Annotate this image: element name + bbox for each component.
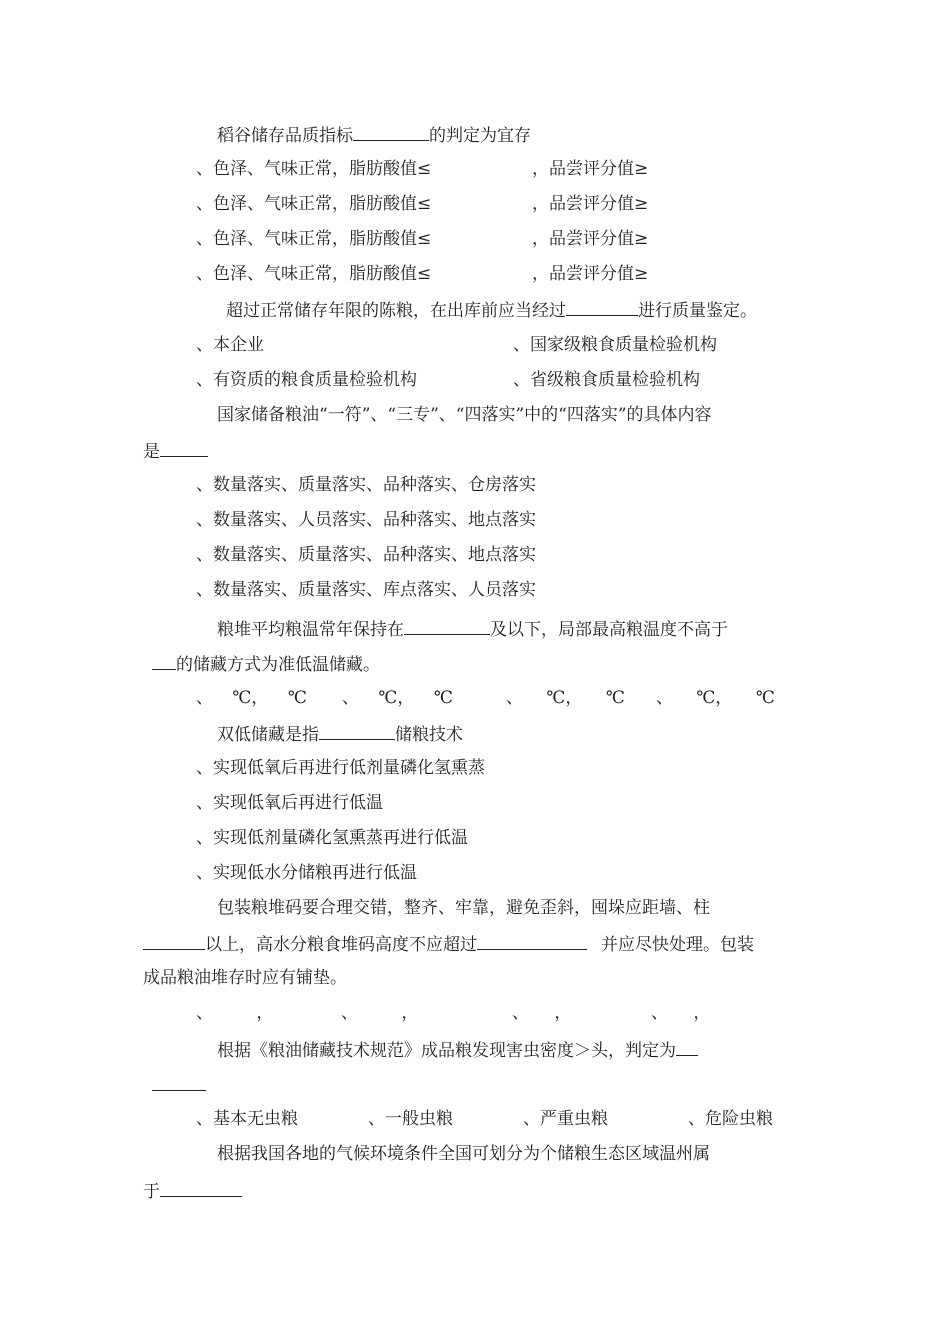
q6-option-d: 、 ， [651,1003,711,1023]
q1-option-a-score: ，品尝评分值≥ [532,159,649,179]
q8-blank [160,1180,242,1197]
q6-stem-line1: 包装粮堆码要合理交错，整齐、牢靠，避免歪斜，囤垛应距墙、柱 [217,898,710,918]
q4-option-c: 、 ℃， ℃ [506,688,625,708]
q3-option-d: 、数量落实、质量落实、库点落实、人员落实 [196,580,536,600]
q6-option-b: 、 ， [341,1003,419,1023]
q8-stem-line1: 根据我国各地的气候环境条件全国可划分为个储粮生态区域温州属 [217,1144,710,1164]
q7-option-a: 、基本无虫粮 [196,1109,298,1129]
q5-option-a: 、实现低氧后再进行低剂量磷化氢熏蒸 [196,758,485,778]
q3-option-a: 、数量落实、质量落实、品种落实、仓房落实 [196,475,536,495]
q4-option-a: 、 ℃， ℃ [196,688,307,708]
q7-stem: 根据《粮油储藏技术规范》成品粮发现害虫密度＞头，判定为 [217,1039,698,1061]
q1-blank [353,124,429,141]
q5-option-c: 、实现低剂量磷化氢熏蒸再进行低温 [196,828,468,848]
q2-stem-text-a: 超过正常储存年限的陈粮，在出库前应当经过 [226,301,566,321]
q1-option-a: 、色泽、气味正常，脂肪酸值≤ [196,159,432,179]
q2-option-d: 、省级粮食质量检验机构 [513,370,700,390]
q1-option-d: 、色泽、气味正常，脂肪酸值≤ [196,264,432,284]
q4-stem-line1: 粮堆平均粮温常年保持在 及以下，局部最高粮温度不高于 [217,620,728,640]
q3-option-c: 、数量落实、质量落实、品种落实、地点落实 [196,545,536,565]
q6-blank-1 [143,933,205,950]
q4-blank-1 [404,618,490,635]
q2-stem-text-b: 进行质量鉴定。 [638,301,757,321]
q5-stem: 双低储藏是指 储粮技术 [217,725,463,745]
q2-blank [566,299,638,316]
q5-blank [319,723,395,740]
q1-option-d-score: ，品尝评分值≥ [532,264,649,284]
q5-option-b: 、实现低氧后再进行低温 [196,793,383,813]
q1-option-b-score: ，品尝评分值≥ [532,194,649,214]
q4-stem-line2: 的储藏方式为准低温储藏。 [152,653,380,675]
q2-option-c: 、有资质的粮食质量检验机构 [196,370,417,390]
q7-option-d: 、危险虫粮 [688,1109,773,1129]
q1-stem [217,124,531,146]
q5-option-d: 、实现低水分储粮再进行低温 [196,863,417,883]
q7-option-c: 、严重虫粮 [523,1109,608,1129]
q1-stem-text-a: 稻谷储存品质指标 [217,126,353,146]
q4-blank-2 [152,653,176,670]
q4-option-d: 、 ℃， ℃ [656,688,775,708]
q4-option-b: 、 ℃， ℃ [342,688,453,708]
q2-option-a: 、本企业 [196,335,264,355]
q1-stem-text-b: 的判定为宜存 [429,126,531,146]
q3-option-b: 、数量落实、人员落实、品种落实、地点落实 [196,510,536,530]
q8-stem-line2: 于 [143,1180,242,1202]
q6-option-c: 、 ， [512,1003,572,1023]
q3-blank [160,440,208,457]
q7-blank-2 [152,1090,206,1091]
q2-stem [226,299,757,321]
q3-stem-line1: 国家储备粮油“一符”、“三专”、“四落实”中的“四落实”的具体内容 [217,405,712,425]
q2-option-b: 、国家级粮食质量检验机构 [513,335,717,355]
q3-stem-line2: 是 [143,440,208,462]
q7-option-b: 、一般虫粮 [368,1109,453,1129]
q1-option-c: 、色泽、气味正常，脂肪酸值≤ [196,229,432,249]
q1-option-c-score: ，品尝评分值≥ [532,229,649,249]
q7-blank-1 [676,1039,698,1056]
q6-stem-line2: 以上，高水分粮食堆码高度不应超过 并应尽快处理。包装 [143,933,754,955]
q6-blank-2 [477,933,587,950]
q6-option-a: 、 ， [196,1003,274,1023]
q1-option-b: 、色泽、气味正常，脂肪酸值≤ [196,194,432,214]
q6-stem-line3: 成品粮油堆存时应有铺垫。 [143,968,347,988]
